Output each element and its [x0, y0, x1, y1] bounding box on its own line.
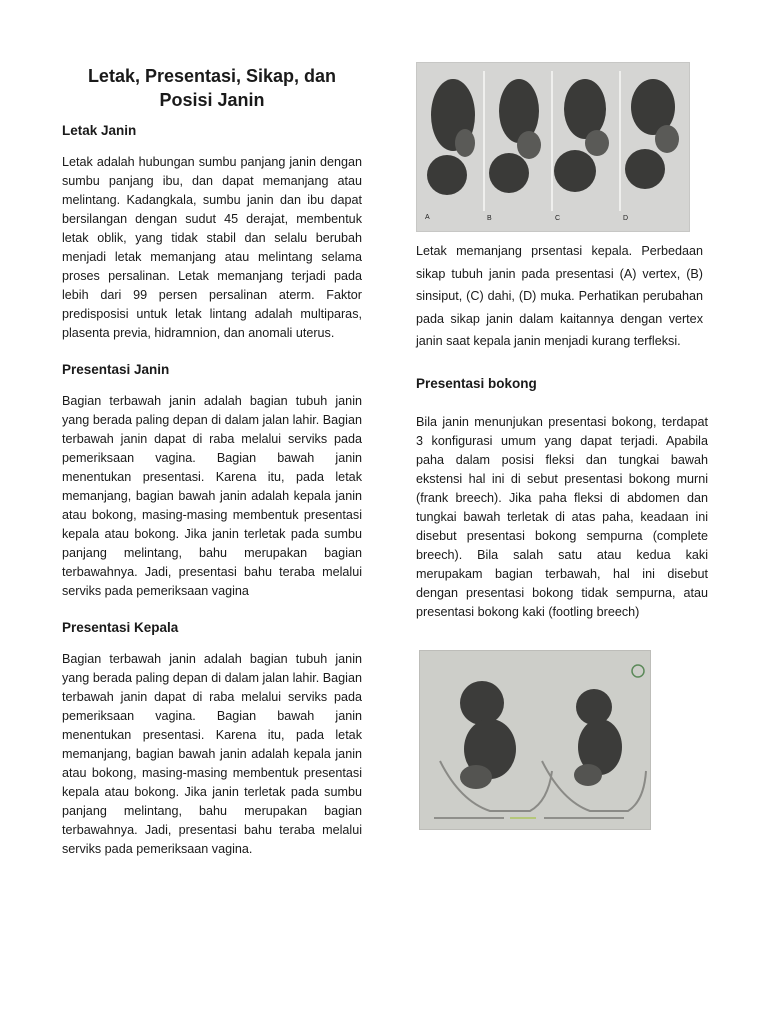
paragraph-presentasi-bokong: Bila janin menunjukan presentasi bokong, terdapat 3 konfigurasi umum yang dapat terjadi. Apabila paha dalam posisi fleksi dan tungkai bawah ekstensi hal ini di sebut presentasi bokong murni (frank breech). Jika paha fleksi di abdomen dan tungkai bawah terletak di atas paha, keadaan ini disebut presentasi bokong sempurna (complete breech). Bila salah satu atau kedua kaki merupakam bagian terbawah, hal ini disebut dengan presentasi bokong tidak sempurna, atau presentasi bokong kaki (footling breech) — [416, 414, 708, 619]
left-column — [62, 64, 362, 859]
paragraph-presentasi-kepala: Bagian terbawah janin adalah bagian tubuh janin yang berada paling depan di dalam jalan lahir. Bagian terbawah janin dapat di raba melalui serviks pada pemeriksaan vagina. Bagian bawah janin menentukan presentasi. Karena itu, pada letak memanjang, bagian bawah janin adalah kepala janin atau bokong, masing-masing membentuk presentasi kepala atau bokong. Jika janin terletak pada sumbu panjang melintang, bahu merupakan bagian terbawahnya. Jadi, presentasi bahu teraba melalui serviks pada pemeriksaan vagina. — [62, 652, 362, 856]
heading-presentasi-kepala: Presentasi Kepala — [62, 620, 179, 635]
figure-label-a: A — [425, 214, 430, 221]
heading-letak-janin: Letak Janin — [62, 123, 137, 138]
page-title: Letak, Presentasi, Sikap, dan Posisi Janin — [87, 66, 337, 110]
breech-presentation-illustration — [420, 651, 650, 829]
figure-caption: Letak memanjang prsentasi kepala. Perbedaan sikap tubuh janin pada presentasi (A) vertex, (B) sinsiput, (C) dahi, (D) muka. Perhatikan perubahan pada sikap janin dalam kaitannya dengan vertex janin saat kepala janin menjadi kurang terfleksi. — [416, 244, 703, 348]
figure-fetal-attitudes-photo — [416, 62, 690, 232]
right-column — [416, 62, 708, 830]
figure-label-d: D — [623, 215, 629, 222]
heading-presentasi-janin: Presentasi Janin — [62, 362, 170, 377]
figure-breech-photo — [419, 650, 651, 830]
paragraph-presentasi-janin: Bagian terbawah janin adalah bagian tubuh janin yang berada paling depan di dalam jalan lahir. Bagian terbawah janin dapat di raba melalui serviks pada pemeriksaan vagina. Bagian bawah janin menentukan presentasi. Karena itu, pada letak memanjang, bagian bawah janin adalah kepala janin atau bokong, masing-masing membentuk presentasi kepala atau bokong. Jika janin terletak pada sumbu panjang melintang, bahu merupakan bagian terbawahnya. Jadi, presentasi bahu teraba melalui serviks pada pemeriksaan vagina — [62, 394, 362, 598]
figure-label-c: C — [555, 215, 561, 222]
paragraph-letak-janin: Letak adalah hubungan sumbu panjang janin dengan sumbu panjang ibu, dan dapat memanjang atau melintang. Kadangkala, sumbu janin dan ibu dapat bersilangan dengan sudut 45 derajat, membentuk letak oblik, yang tidak stabil dan selalu berubah menjadi letak memanjang atau melintang selama proses persalinan. Letak memanjang terjadi pada lebih dari 99 persen persalinan aterm. Faktor predisposisi untuk letak lintang adalah multiparas, plasenta previa, hidramnion, dan anomali uterus. — [62, 155, 362, 340]
figure-label-b: B — [487, 215, 492, 222]
heading-presentasi-bokong: Presentasi bokong — [416, 375, 537, 391]
fetal-attitudes-illustration — [417, 63, 689, 231]
